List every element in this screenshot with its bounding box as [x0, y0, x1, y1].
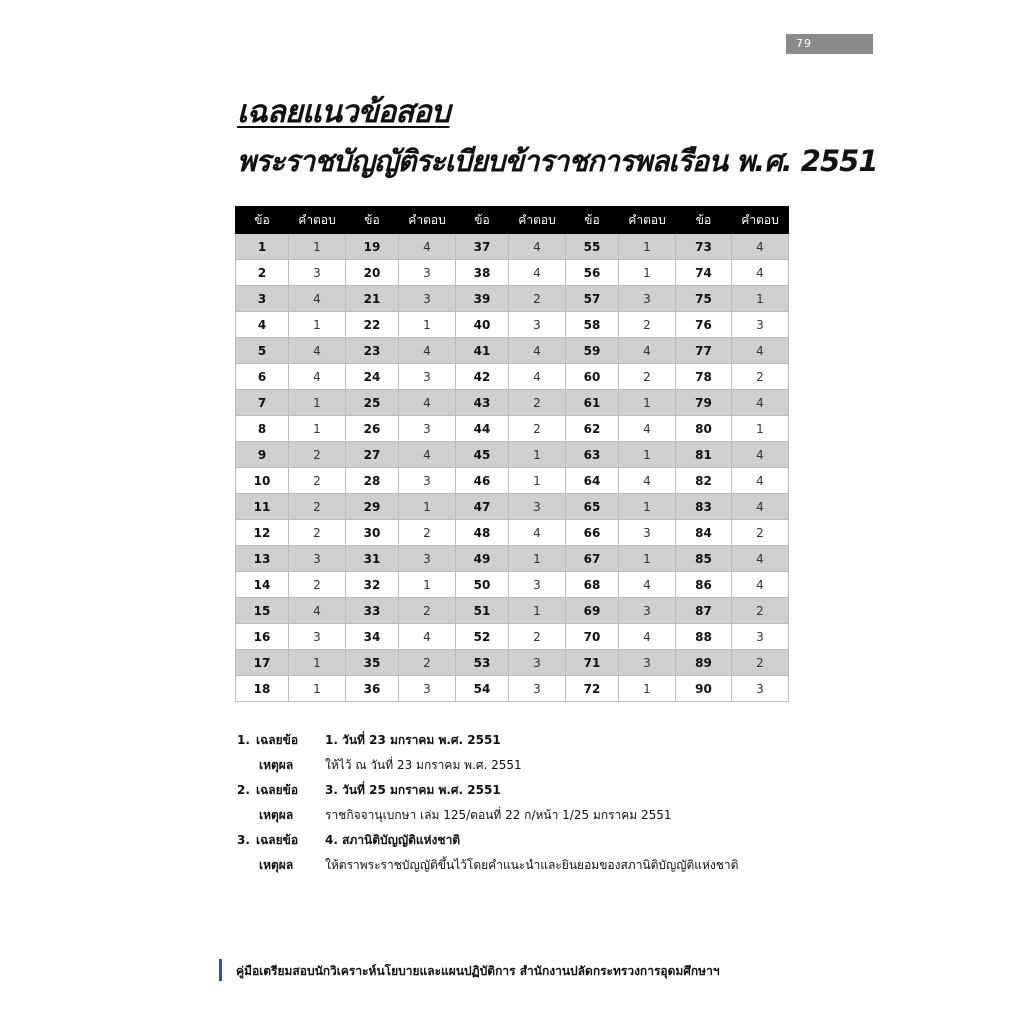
answer-cell: 2 [289, 494, 346, 520]
question-number-cell: 36 [346, 676, 399, 702]
answer-cell: 3 [732, 312, 789, 338]
question-number-cell: 2 [236, 260, 289, 286]
answer-cell: 1 [399, 572, 456, 598]
question-number-cell: 61 [566, 390, 619, 416]
answer-cell: 3 [289, 546, 346, 572]
answer-cell: 1 [732, 416, 789, 442]
question-number-cell: 72 [566, 676, 619, 702]
answer-key-table [235, 206, 789, 702]
answer-cell: 4 [289, 598, 346, 624]
reason-label: เหตุผล [259, 758, 294, 772]
answer-cell: 2 [289, 572, 346, 598]
answer-cell: 4 [732, 260, 789, 286]
answer-cell: 3 [399, 286, 456, 312]
table-row [236, 442, 789, 468]
question-number-cell: 5 [236, 338, 289, 364]
answer-cell: 1 [399, 312, 456, 338]
answer-cell: 4 [619, 468, 676, 494]
table-row [236, 286, 789, 312]
answer-cell: 4 [732, 546, 789, 572]
answer-cell: 3 [732, 624, 789, 650]
explanation-number: 2. [237, 783, 250, 797]
table-row [236, 234, 789, 260]
question-number-cell: 35 [346, 650, 399, 676]
answer-cell: 4 [399, 390, 456, 416]
column-header-answer: คำตอบ [289, 207, 346, 234]
question-number-cell: 33 [346, 598, 399, 624]
question-number-cell: 81 [676, 442, 732, 468]
question-number-cell: 4 [236, 312, 289, 338]
question-number-cell: 1 [236, 234, 289, 260]
question-number-cell: 80 [676, 416, 732, 442]
answer-cell: 1 [289, 676, 346, 702]
answer-cell: 3 [509, 572, 566, 598]
answer-cell: 3 [399, 364, 456, 390]
question-number-cell: 26 [346, 416, 399, 442]
answer-cell: 1 [619, 676, 676, 702]
question-number-cell: 67 [566, 546, 619, 572]
answer-cell: 3 [289, 260, 346, 286]
question-number-cell: 34 [346, 624, 399, 650]
answer-cell: 2 [619, 312, 676, 338]
question-number-cell: 68 [566, 572, 619, 598]
question-number-cell: 62 [566, 416, 619, 442]
question-number-cell: 69 [566, 598, 619, 624]
answer-cell: 2 [399, 520, 456, 546]
question-number-cell: 49 [456, 546, 509, 572]
answer-cell: 3 [289, 624, 346, 650]
question-number-cell: 70 [566, 624, 619, 650]
table-row [236, 624, 789, 650]
answer-cell: 4 [509, 260, 566, 286]
answer-cell: 1 [399, 494, 456, 520]
answer-cell: 3 [619, 520, 676, 546]
question-number-cell: 64 [566, 468, 619, 494]
question-number-cell: 24 [346, 364, 399, 390]
question-number-cell: 90 [676, 676, 732, 702]
page-subtitle: พระราชบัญญัติระเบียบข้าราชการพลเรือน พ.ศ. 2551 [237, 144, 878, 178]
question-number-cell: 20 [346, 260, 399, 286]
reason-text: ราชกิจจานุเบกษา เล่ม 125/ตอนที่ 22 ก/หน้า 1/25 มกราคม 2551 [325, 808, 672, 822]
question-number-cell: 84 [676, 520, 732, 546]
question-number-cell: 77 [676, 338, 732, 364]
column-header-question: ข้อ [566, 207, 619, 234]
answer-cell: 4 [732, 468, 789, 494]
answer-cell: 2 [732, 364, 789, 390]
answer-cell: 1 [619, 260, 676, 286]
question-number-cell: 46 [456, 468, 509, 494]
table-row [236, 546, 789, 572]
answer-cell: 1 [509, 598, 566, 624]
column-header-answer: คำตอบ [509, 207, 566, 234]
column-header-answer: คำตอบ [399, 207, 456, 234]
page-title: เฉลยแนวข้อสอบ [237, 94, 450, 130]
answer-label: เฉลยข้อ [256, 833, 299, 847]
question-number-cell: 48 [456, 520, 509, 546]
table-row [236, 572, 789, 598]
table-row [236, 338, 789, 364]
question-number-cell: 13 [236, 546, 289, 572]
footer-text: คู่มือเตรียมสอบนักวิเคราะห์นโยบายและแผนปฏิบัติการ สำนักงานปลัดกระทรวงการอุดมศึกษาฯ [236, 964, 720, 978]
column-header-question: ข้อ [676, 207, 732, 234]
question-number-cell: 89 [676, 650, 732, 676]
question-number-cell: 27 [346, 442, 399, 468]
question-number-cell: 42 [456, 364, 509, 390]
answer-cell: 2 [289, 468, 346, 494]
answer-label: เฉลยข้อ [256, 783, 299, 797]
answer-cell: 2 [509, 286, 566, 312]
answer-cell: 4 [732, 494, 789, 520]
footer-accent-bar [219, 959, 222, 981]
answer-cell: 1 [289, 650, 346, 676]
table-row [236, 520, 789, 546]
answer-cell: 2 [509, 390, 566, 416]
answer-cell: 4 [732, 442, 789, 468]
answer-cell: 2 [732, 520, 789, 546]
table-row [236, 364, 789, 390]
answer-cell: 4 [619, 572, 676, 598]
question-number-cell: 16 [236, 624, 289, 650]
answer-cell: 4 [619, 624, 676, 650]
table-row [236, 676, 789, 702]
answer-cell: 3 [399, 416, 456, 442]
question-number-cell: 38 [456, 260, 509, 286]
question-number-cell: 32 [346, 572, 399, 598]
question-number-cell: 25 [346, 390, 399, 416]
answer-cell: 4 [509, 520, 566, 546]
column-header-question: ข้อ [236, 207, 289, 234]
question-number-cell: 59 [566, 338, 619, 364]
question-number-cell: 31 [346, 546, 399, 572]
answer-cell: 3 [619, 650, 676, 676]
question-number-cell: 75 [676, 286, 732, 312]
answer-cell: 3 [399, 676, 456, 702]
answer-cell: 4 [289, 364, 346, 390]
answer-cell: 1 [619, 546, 676, 572]
column-header-question: ข้อ [456, 207, 509, 234]
question-number-cell: 73 [676, 234, 732, 260]
answer-text: 1. วันที่ 23 มกราคม พ.ศ. 2551 [325, 733, 501, 747]
question-number-cell: 52 [456, 624, 509, 650]
answer-cell: 1 [509, 546, 566, 572]
question-number-cell: 6 [236, 364, 289, 390]
reason-text: ให้ไว้ ณ วันที่ 23 มกราคม พ.ศ. 2551 [325, 758, 522, 772]
answer-cell: 3 [509, 650, 566, 676]
question-number-cell: 45 [456, 442, 509, 468]
question-number-cell: 47 [456, 494, 509, 520]
answer-cell: 3 [619, 598, 676, 624]
question-number-cell: 18 [236, 676, 289, 702]
answer-cell: 2 [289, 442, 346, 468]
answer-cell: 2 [509, 416, 566, 442]
answer-cell: 4 [732, 390, 789, 416]
answer-cell: 4 [509, 338, 566, 364]
table-row [236, 598, 789, 624]
question-number-cell: 7 [236, 390, 289, 416]
question-number-cell: 9 [236, 442, 289, 468]
question-number-cell: 56 [566, 260, 619, 286]
answer-cell: 1 [732, 286, 789, 312]
question-number-cell: 63 [566, 442, 619, 468]
question-number-cell: 28 [346, 468, 399, 494]
question-number-cell: 82 [676, 468, 732, 494]
question-number-cell: 41 [456, 338, 509, 364]
column-header-answer: คำตอบ [732, 207, 789, 234]
question-number-cell: 3 [236, 286, 289, 312]
answer-cell: 4 [732, 234, 789, 260]
column-header-answer: คำตอบ [619, 207, 676, 234]
question-number-cell: 29 [346, 494, 399, 520]
question-number-cell: 39 [456, 286, 509, 312]
question-number-cell: 8 [236, 416, 289, 442]
answer-cell: 3 [509, 676, 566, 702]
table-body [236, 234, 789, 702]
answer-cell: 3 [399, 260, 456, 286]
answer-cell: 1 [289, 234, 346, 260]
question-number-cell: 60 [566, 364, 619, 390]
question-number-cell: 65 [566, 494, 619, 520]
question-number-cell: 86 [676, 572, 732, 598]
answer-cell: 4 [619, 338, 676, 364]
table-row [236, 494, 789, 520]
question-number-cell: 23 [346, 338, 399, 364]
reason-label: เหตุผล [259, 808, 294, 822]
question-number-cell: 57 [566, 286, 619, 312]
answer-cell: 4 [289, 286, 346, 312]
explanation-number: 3. [237, 833, 250, 847]
question-number-cell: 14 [236, 572, 289, 598]
answer-cell: 3 [399, 468, 456, 494]
answer-text: 3. วันที่ 25 มกราคม พ.ศ. 2551 [325, 783, 501, 797]
question-number-cell: 58 [566, 312, 619, 338]
question-number-cell: 85 [676, 546, 732, 572]
answer-cell: 2 [509, 624, 566, 650]
answer-cell: 2 [399, 598, 456, 624]
question-number-cell: 19 [346, 234, 399, 260]
question-number-cell: 22 [346, 312, 399, 338]
answer-cell: 4 [619, 416, 676, 442]
question-number-cell: 53 [456, 650, 509, 676]
table-row [236, 650, 789, 676]
answer-cell: 4 [509, 234, 566, 260]
question-number-cell: 11 [236, 494, 289, 520]
question-number-cell: 76 [676, 312, 732, 338]
answer-cell: 3 [509, 494, 566, 520]
answer-cell: 1 [619, 390, 676, 416]
answer-cell: 2 [289, 520, 346, 546]
answer-cell: 1 [289, 312, 346, 338]
question-number-cell: 88 [676, 624, 732, 650]
question-number-cell: 17 [236, 650, 289, 676]
question-number-cell: 50 [456, 572, 509, 598]
question-number-cell: 83 [676, 494, 732, 520]
answer-cell: 3 [509, 312, 566, 338]
answer-cell: 1 [289, 390, 346, 416]
question-number-cell: 66 [566, 520, 619, 546]
answer-cell: 1 [619, 234, 676, 260]
answer-cell: 1 [619, 494, 676, 520]
answer-cell: 4 [399, 234, 456, 260]
answer-cell: 4 [732, 572, 789, 598]
answer-text: 4. สภานิติบัญญัติแห่งชาติ [325, 833, 461, 847]
answer-cell: 4 [399, 442, 456, 468]
table-row [236, 416, 789, 442]
question-number-cell: 15 [236, 598, 289, 624]
column-header-question: ข้อ [346, 207, 399, 234]
question-number-cell: 55 [566, 234, 619, 260]
question-number-cell: 10 [236, 468, 289, 494]
answer-cell: 1 [509, 442, 566, 468]
question-number-cell: 37 [456, 234, 509, 260]
question-number-cell: 21 [346, 286, 399, 312]
table-header [236, 207, 789, 234]
page-number: 79 [786, 34, 873, 54]
answer-cell: 2 [399, 650, 456, 676]
question-number-cell: 44 [456, 416, 509, 442]
question-number-cell: 43 [456, 390, 509, 416]
question-number-cell: 12 [236, 520, 289, 546]
answer-cell: 1 [509, 468, 566, 494]
reason-label: เหตุผล [259, 858, 294, 872]
table-row [236, 390, 789, 416]
explanation-number: 1. [237, 733, 250, 747]
answer-cell: 2 [732, 598, 789, 624]
answer-cell: 2 [619, 364, 676, 390]
question-number-cell: 30 [346, 520, 399, 546]
question-number-cell: 87 [676, 598, 732, 624]
table-row [236, 260, 789, 286]
question-number-cell: 79 [676, 390, 732, 416]
answer-cell: 3 [619, 286, 676, 312]
answer-cell: 1 [619, 442, 676, 468]
answer-cell: 4 [399, 338, 456, 364]
question-number-cell: 78 [676, 364, 732, 390]
question-number-cell: 54 [456, 676, 509, 702]
answer-cell: 4 [732, 338, 789, 364]
question-number-cell: 71 [566, 650, 619, 676]
question-number-cell: 40 [456, 312, 509, 338]
answer-cell: 2 [732, 650, 789, 676]
answer-label: เฉลยข้อ [256, 733, 299, 747]
question-number-cell: 51 [456, 598, 509, 624]
reason-text: ให้ตราพระราชบัญญัติขึ้นไว้โดยคำแนะนำและยินยอมของสภานิติบัญญัติแห่งชาติ [325, 858, 739, 872]
question-number-cell: 74 [676, 260, 732, 286]
answer-cell: 4 [399, 624, 456, 650]
answer-cell: 4 [289, 338, 346, 364]
table-row [236, 312, 789, 338]
answer-cell: 3 [732, 676, 789, 702]
answer-cell: 1 [289, 416, 346, 442]
table-row [236, 468, 789, 494]
answer-cell: 4 [509, 364, 566, 390]
answer-cell: 3 [399, 546, 456, 572]
